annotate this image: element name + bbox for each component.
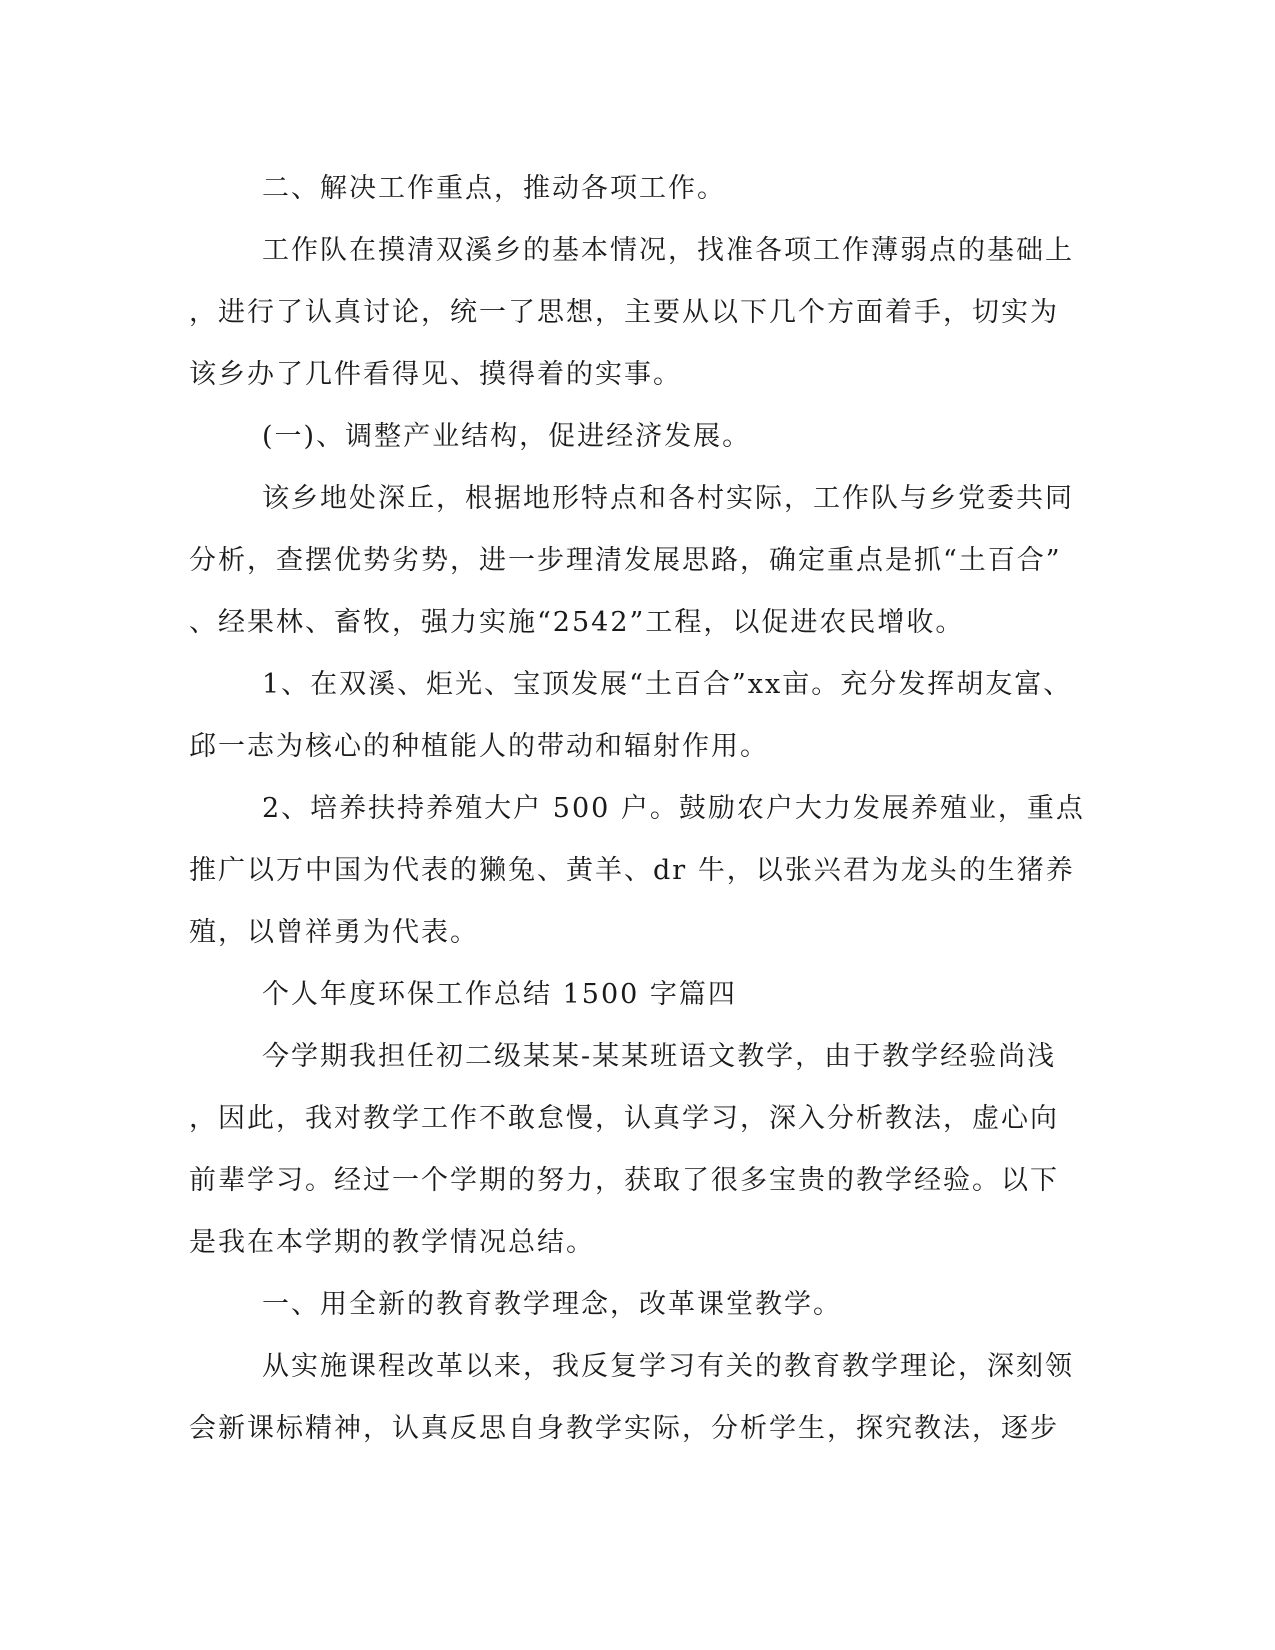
text-line: 二、解决工作重点，推动各项工作。	[262, 173, 726, 204]
text-line: 1、在双溪、炬光、宝顶发展“土百合”xx亩。充分发挥胡友富、	[262, 669, 1073, 700]
text-line: 、经果林、畜牧，强力实施“2542”工程，以促进农民增收。	[189, 607, 965, 638]
text-line: 该乡地处深丘，根据地形特点和各村实际，工作队与乡党委共同	[262, 483, 1074, 514]
text-line: 殖，以曾祥勇为代表。	[189, 917, 479, 948]
document-body	[189, 158, 1089, 1460]
text-line: 一、用全新的教育教学理念，改革课堂教学。	[262, 1289, 842, 1320]
text-line: 2、培养扶持养殖大户 500 户。鼓励农户大力发展养殖业，重点	[262, 793, 1085, 824]
text-line: 邱一志为核心的种植能人的带动和辐射作用。	[189, 731, 769, 762]
text-line: ，因此，我对教学工作不敢怠慢，认真学习，深入分析教法，虚心向	[189, 1103, 1059, 1134]
text-line: (一)、调整产业结构，促进经济发展。	[262, 421, 752, 452]
text-line: 是我在本学期的教学情况总结。	[189, 1227, 595, 1258]
text-line: 推广以万中国为代表的獭兔、黄羊、dr 牛，以张兴君为龙头的生猪养	[189, 855, 1075, 886]
text-line: 前辈学习。经过一个学期的努力，获取了很多宝贵的教学经验。以下	[189, 1165, 1059, 1196]
text-line: 今学期我担任初二级某某-某某班语文教学，由于教学经验尚浅	[262, 1041, 1057, 1072]
text-line: 分析，查摆优势劣势，进一步理清发展思路，确定重点是抓“土百合”	[189, 545, 1062, 576]
text-line: ，进行了认真讨论，统一了思想，主要从以下几个方面着手，切实为	[189, 297, 1059, 328]
text-line: 工作队在摸清双溪乡的基本情况，找准各项工作薄弱点的基础上	[262, 235, 1074, 266]
text-line: 会新课标精神，认真反思自身教学实际，分析学生，探究教法，逐步	[189, 1413, 1059, 1444]
text-line: 从实施课程改革以来，我反复学习有关的教育教学理论，深刻领	[262, 1351, 1074, 1382]
text-line: 个人年度环保工作总结 1500 字篇四	[262, 979, 737, 1010]
text-line: 该乡办了几件看得见、摸得着的实事。	[189, 359, 682, 390]
